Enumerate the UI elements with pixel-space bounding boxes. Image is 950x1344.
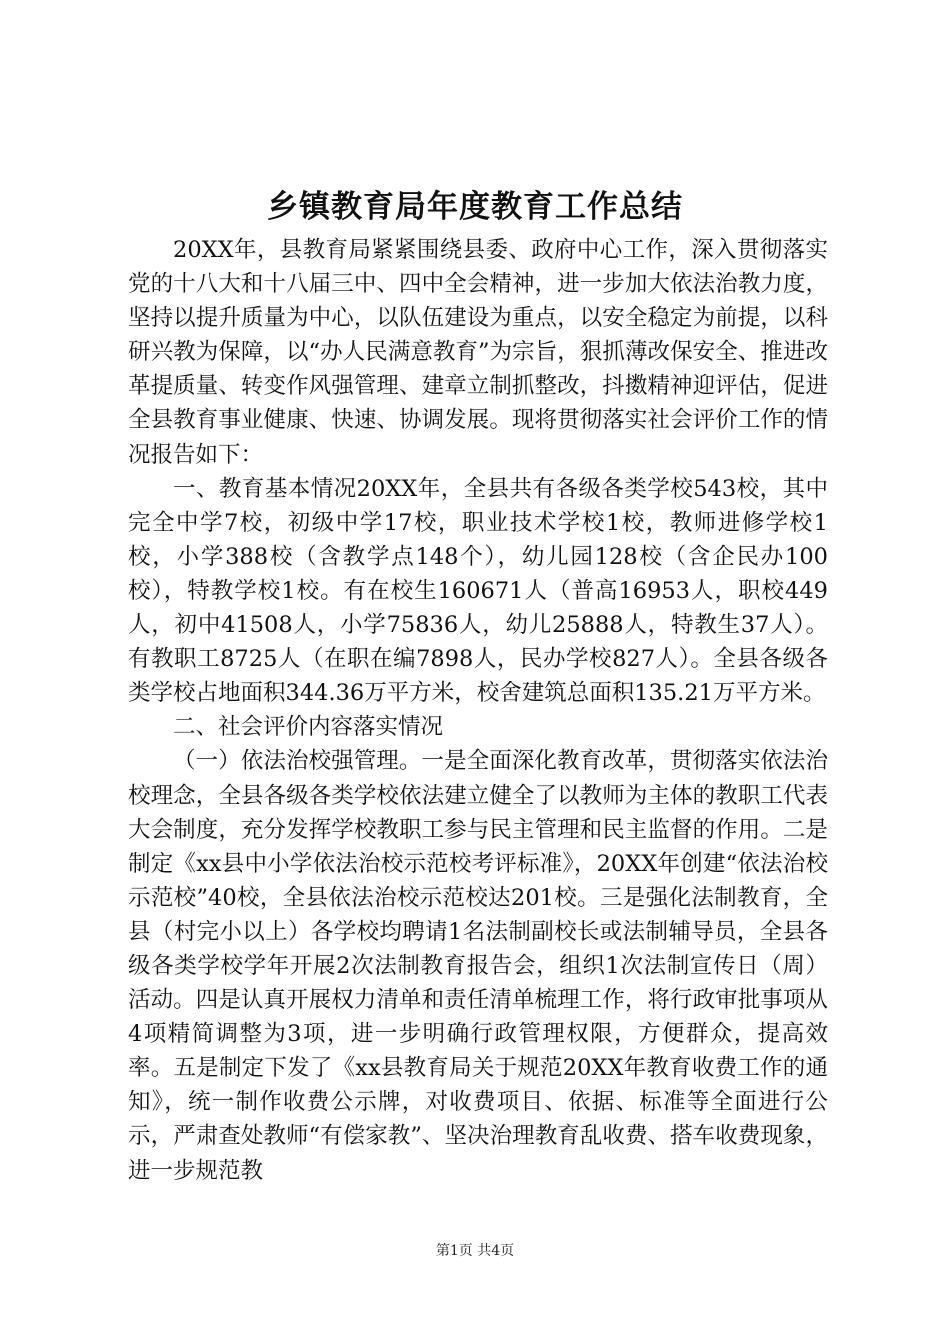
page-number-footer: 第1页 共4页 [435,1243,515,1259]
paragraph-law-governance: （一）依法治校强管理。一是全面深化教育改革，贯彻落实依法治校理念，全县各级各类学校依法建立健全了以教师为主体的教职工代表大会制度，充分发挥学校教职工参与民主管理和民主监督的作用。二是制定《xx县中小学依法治校示范校考评标准》，20XX年创建“依法治校示范校”40校，全县依法治校示范校达201校。三是强化法制教育，全县（村完小以上）各学校均聘请1名法制副校长或法制辅导员，全县各级各类学校学年开展2次法制教育报告会，组织1次法制宣传日（周）活动。四是认真开展权力清单和责任清单梳理工作，将行政审批事项从4项精简调整为3项，进一步明确行政管理权限，方便群众，提高效率。五是制定下发了《xx县教育局关于规范20XX年教育收费工作的通知》，统一制作收费公示牌，对收费项目、依据、标准等全面进行公示，严肃查处教师“有偿家教”、坚决治理教育乱收费、搭车收费现象，进一步规范教 [128,748,828,1184]
document-body [128,233,828,1188]
document-title: 乡镇教育局年度教育工作总结 [267,189,683,225]
paragraph-basic-situation: 一、教育基本情况20XX年，全县共有各级各类学校543校，其中完全中学7校，初级中学17校，职业技术学校1校，教师进修学校1校，小学388校（含教学点148个），幼儿园128校（含企民办100校），特教学校1校。有在校生160671人（普高16953人，职校449人，初中41508人，小学75836人，幼儿25888人，特教生37人）。有教职工8725人（在职在编7898人，民办学校827人）。全县各级各类学校占地面积344.36万平方米，校舍建筑总面积135.21万平方米。 [128,475,828,707]
paragraph-intro: 20XX年，县教育局紧紧围绕县委、政府中心工作，深入贯彻落实党的十八大和十八届三中、四中全会精神，进一步加大依法治教力度，坚持以提升质量为中心，以队伍建设为重点，以安全稳定为前提，以科研兴教为保障，以“办人民满意教育”为宗旨，狠抓薄改保安全、推进改革提质量、转变作风强管理、建章立制抓整改，抖擞精神迎评估，促进全县教育事业健康、快速、协调发展。现将贯彻落实社会评价工作的情况报告如下： [128,237,828,468]
section-heading-social-evaluation: 二、社会评价内容落实情况 [173,714,444,741]
